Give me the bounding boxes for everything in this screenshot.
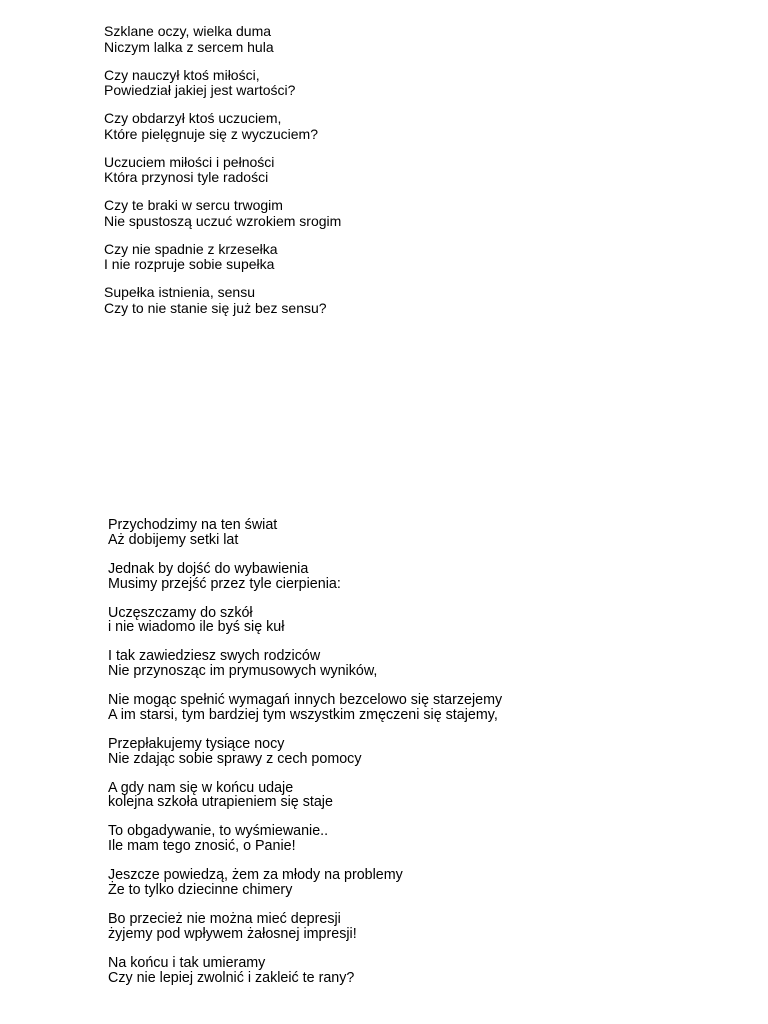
stanza — [108, 606, 502, 636]
poem-line: Czy nauczył ktoś miłości, — [104, 66, 260, 83]
stanza — [104, 198, 341, 229]
poem-line: Jednak by dojść do wybawienia — [108, 560, 309, 577]
poem-line: Aż dobijemy setki lat — [108, 531, 239, 548]
poem-line: Nie zdając sobie sprawy z cech pomocy — [108, 750, 362, 767]
poem-line: Szklane oczy, wielka duma — [104, 23, 272, 39]
poem-line: Przychodzimy na ten świat — [108, 517, 278, 533]
stanza — [108, 562, 502, 592]
poem-line: Czy nie spadnie z krzesełka — [104, 240, 278, 257]
stanza — [108, 912, 502, 942]
poem-line: Jeszcze powiedzą, żem za młody na problemy — [108, 867, 403, 884]
poem-line: Nie przynosząc im prymusowych wyników, — [108, 663, 378, 680]
poem-line: Przepłakujemy tysiące nocy — [108, 735, 285, 752]
stanza — [104, 24, 341, 55]
poem-line: Czy obdarzył ktoś uczuciem, — [104, 110, 282, 126]
poem-line: Niczym lalka z sercem hula — [104, 38, 274, 55]
poem-line: Supełka istnienia, sensu — [104, 284, 255, 300]
poem-line: kolejna szkoła utrapieniem się staje — [108, 794, 333, 811]
poem-line: Uczuciem miłości i pełności — [104, 153, 275, 170]
stanza — [108, 693, 502, 723]
stanza — [104, 285, 341, 316]
poem-line: Czy to nie stanie się już bez sensu? — [104, 299, 327, 316]
stanza — [108, 781, 502, 811]
stanza — [108, 649, 502, 679]
poem-line: To obgadywanie, to wyśmiewanie.. — [108, 823, 329, 840]
poem-line: Powiedział jakiej jest wartości? — [104, 82, 296, 98]
poem-line: Które pielęgnuje się z wyczuciem? — [104, 125, 318, 142]
poem-line: Która przynosi tyle radości — [104, 169, 269, 185]
stanza — [108, 956, 502, 986]
poem-line: A im starsi, tym bardziej tym wszystkim zmęczeni się stajemy, — [108, 706, 498, 723]
poem-line: żyjemy pod wpływem żałosnej impresji! — [108, 925, 357, 942]
poem-line: i nie wiadomo ile byś się kuł — [108, 619, 285, 636]
stanza — [108, 737, 502, 767]
poem-line: Ile mam tego znosić, o Panie! — [108, 838, 296, 855]
poem-1 — [104, 24, 341, 329]
stanza — [104, 68, 341, 99]
poem-line: I tak zawiedziesz swych rodziców — [108, 648, 321, 665]
poem-line: Musimy przejść przez tyle cierpienia: — [108, 575, 341, 592]
poem-2 — [108, 518, 502, 1000]
poem-line: Czy nie lepiej zwolnić i zakleić te rany? — [108, 969, 355, 986]
poem-line: Bo przecież nie można mieć depresji — [108, 911, 341, 928]
stanza — [108, 824, 502, 854]
poem-line: Że to tylko dziecinne chimery — [108, 882, 293, 899]
stanza — [104, 155, 341, 186]
poem-line: Czy te braki w sercu trwogim — [104, 197, 283, 213]
poem-line: A gdy nam się w końcu udaje — [108, 779, 294, 796]
poem-line: Nie spustoszą uczuć wzrokiem srogim — [104, 212, 342, 229]
stanza — [104, 111, 341, 142]
stanza — [108, 518, 502, 548]
poem-line: I nie rozpruje sobie supełka — [104, 256, 275, 272]
poem-line: Na końcu i tak umieramy — [108, 954, 266, 971]
poem-line: Uczęszczamy do szkół — [108, 604, 253, 621]
stanza — [104, 242, 341, 273]
stanza — [108, 868, 502, 898]
poem-line: Nie mogąc spełnić wymagań innych bezcelowo się starzejemy — [108, 692, 503, 709]
